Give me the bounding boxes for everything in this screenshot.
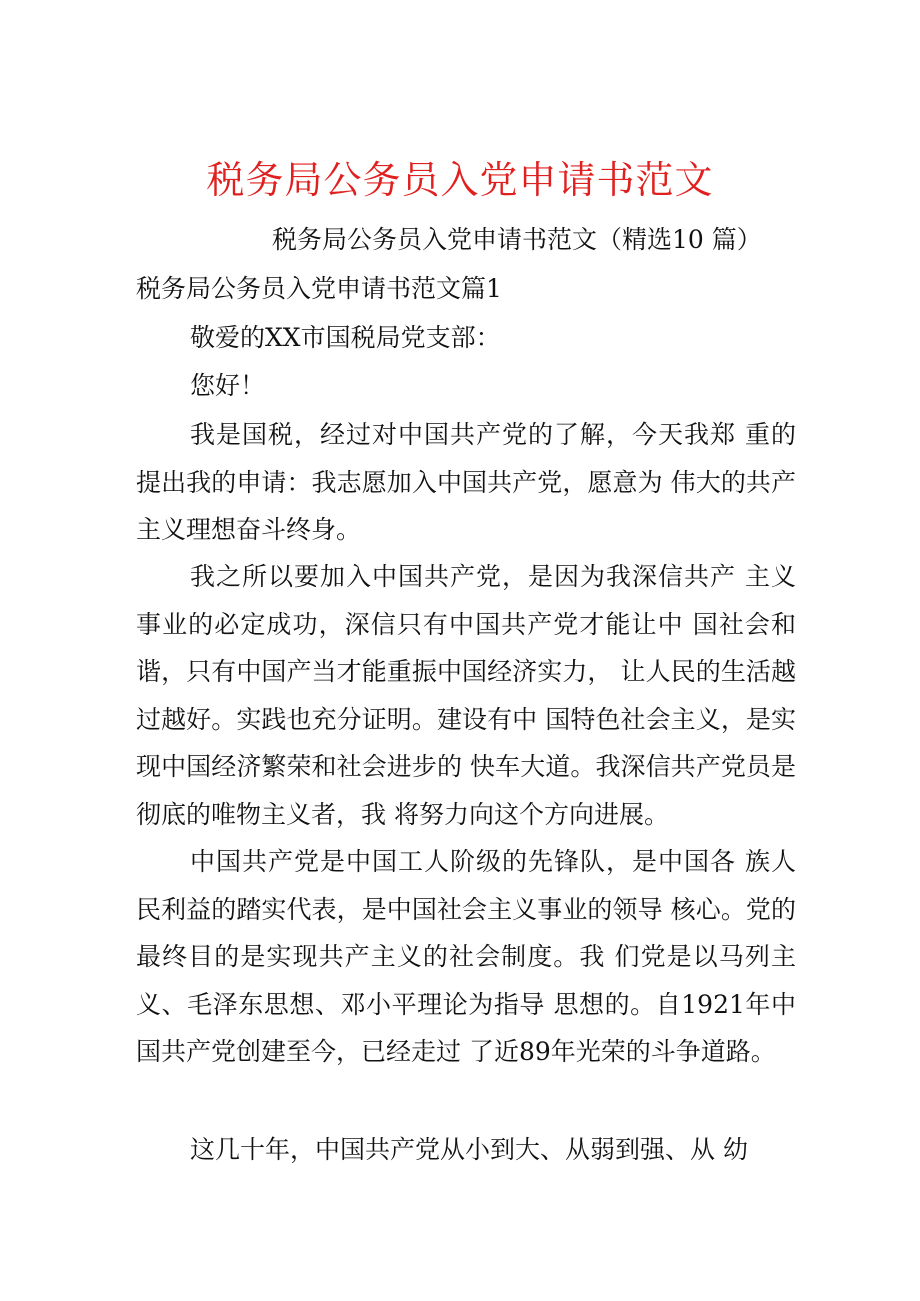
body-paragraph-2: 我之所以要加入中国共产党，是因为我深信共产 主义事业的必定成功，深信只有中国共产党才能让中 国社会和谐，只有中国产当才能重振中国经济实力， 让人民的生活越过越好。实践也充分证明。建设有中 国特色社会主义，是实现中国经济繁荣和社会进步的 快车大道。我深信共产党员是彻底的唯物主义者，我 将努力向这个方向进展。 — [136, 562, 796, 829]
letter-greeting: 您好！ — [190, 371, 266, 400]
document-title: 税务局公务员入党申请书范文 — [206, 158, 714, 202]
letter-salutation: 敬爱的XX市国税局党支部： — [190, 323, 501, 352]
document-subtitle: 税务局公务员入党申请书范文（精选10 篇） — [272, 225, 762, 254]
body-paragraph-3: 中国共产党是中国工人阶级的先锋队，是中国各 族人民利益的踏实代表，是中国社会主义事业的领导 核心。党的最终目的是实现共产主义的社会制度。我 们党是以马列主义、毛泽东思想、邓小平理论为指导 思想的。自1921年中国共产党创建至今，已经走过 了近89年光荣的斗争道路。 — [136, 847, 796, 1066]
body-paragraph-1: 我是国税，经过对中国共产党的了解，今天我郑 重的提出我的申请：我志愿加入中国共产党，愿意为 伟大的共产主义理想奋斗终身。 — [136, 420, 796, 544]
body-paragraph-4: 这几十年，中国共产党从小到大、从弱到强、从 幼 — [190, 1135, 748, 1164]
section-heading: 税务局公务员入党申请书范文篇1 — [136, 274, 502, 303]
